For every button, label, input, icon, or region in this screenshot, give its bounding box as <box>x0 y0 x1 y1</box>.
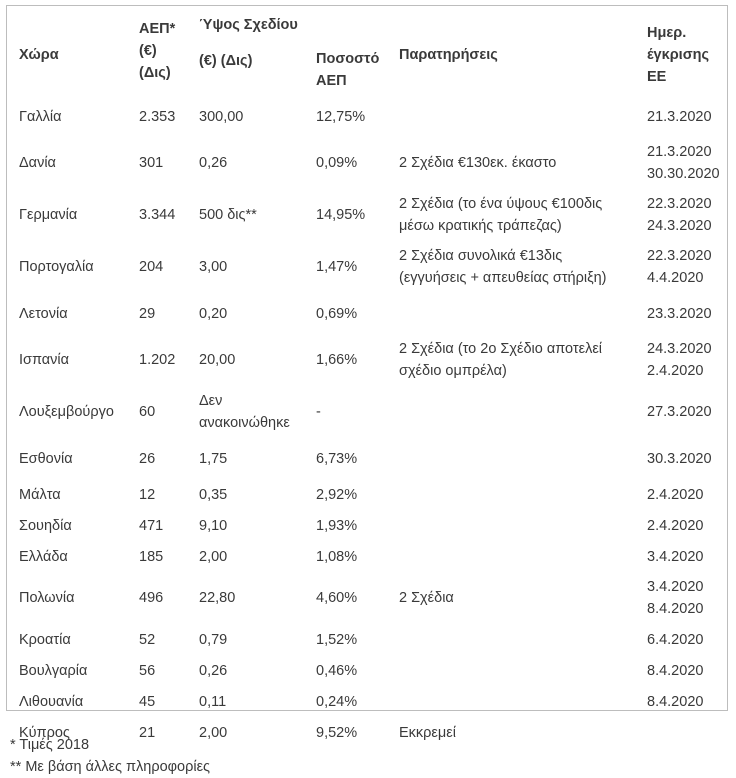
cell-notes <box>399 96 647 137</box>
footnote-gdp-year: * Τιμές 2018 <box>10 737 90 753</box>
state-aid-table <box>15 14 729 748</box>
cell-date: 22.3.2020 4.4.2020 <box>647 248 712 286</box>
cell-date: 21.3.2020 <box>647 108 712 125</box>
table-row <box>15 510 729 541</box>
table-row <box>15 293 729 334</box>
cell-notes: 2 Σχέδια (το ένα ύψους €100δις μέσω κρατικής τράπεζας) <box>399 196 603 234</box>
cell-notes: 2 Σχέδια <box>399 590 454 606</box>
cell-country: Γερμανία <box>19 207 78 223</box>
cell-notes <box>399 541 647 572</box>
cell-percent: 1,08% <box>316 548 358 565</box>
cell-percent: 1,52% <box>316 631 358 648</box>
cell-country: Ισπανία <box>19 352 70 368</box>
header-notes: Παρατηρήσεις <box>399 47 498 63</box>
header-gdp: ΑΕΠ* (€) (Δις) <box>139 21 176 81</box>
cell-gdp: 496 <box>139 590 164 606</box>
cell-country: Μάλτα <box>19 486 61 503</box>
cell-amount: 20,00 <box>199 352 236 368</box>
table-row <box>15 655 729 686</box>
table-row <box>15 479 729 510</box>
table-row <box>15 624 729 655</box>
cell-country: Βουλγαρία <box>19 662 88 679</box>
cell-notes <box>399 479 647 510</box>
cell-notes <box>399 624 647 655</box>
cell-amount: 300,00 <box>199 108 244 125</box>
cell-gdp: 26 <box>139 450 156 467</box>
cell-date: 27.3.2020 <box>647 404 712 420</box>
cell-percent: 0,69% <box>316 305 358 322</box>
cell-date: 21.3.2020 30.30.2020 <box>647 144 720 182</box>
cell-percent: 2,92% <box>316 486 358 503</box>
cell-gdp: 21 <box>139 724 156 741</box>
cell-percent: 1,93% <box>316 517 358 534</box>
cell-gdp: 2.353 <box>139 108 176 125</box>
cell-gdp: 29 <box>139 305 156 322</box>
cell-notes: 2 Σχέδια €130εκ. έκαστο <box>399 155 557 171</box>
cell-notes <box>399 438 647 479</box>
cell-country: Γαλλία <box>19 108 62 125</box>
header-percent-gdp: Ποσοστό ΑΕΠ <box>316 51 380 89</box>
cell-percent: 1,66% <box>316 352 358 368</box>
cell-amount: 2,00 <box>199 548 228 565</box>
cell-percent: 14,95% <box>316 207 366 223</box>
cell-date: 23.3.2020 <box>647 305 712 322</box>
header-country: Χώρα <box>19 47 59 63</box>
cell-percent: 0,24% <box>316 693 358 710</box>
table-row <box>15 541 729 572</box>
cell-gdp: 60 <box>139 404 156 420</box>
cell-country: Λουξεμβούργο <box>19 404 114 420</box>
cell-gdp: 471 <box>139 517 164 534</box>
cell-gdp: 45 <box>139 693 156 710</box>
cell-gdp: 185 <box>139 548 164 565</box>
cell-country: Πολωνία <box>19 590 75 606</box>
table-header-row <box>15 14 729 96</box>
cell-notes <box>399 293 647 334</box>
cell-percent: - <box>316 404 321 420</box>
cell-date: 24.3.2020 2.4.2020 <box>647 341 712 379</box>
cell-date: 2.4.2020 <box>647 486 704 503</box>
footnote-other-info: ** Με βάση άλλες πληροφορίες <box>10 759 211 775</box>
cell-gdp: 56 <box>139 662 156 679</box>
cell-gdp: 1.202 <box>139 352 176 368</box>
cell-notes <box>399 655 647 686</box>
cell-date: 2.4.2020 <box>647 517 704 534</box>
cell-gdp: 52 <box>139 631 156 648</box>
cell-percent: 12,75% <box>316 108 366 125</box>
cell-percent: 4,60% <box>316 590 358 606</box>
cell-notes: 2 Σχέδια συνολικά €13δις (εγγυήσεις + απευθείας στήριξη) <box>399 248 607 286</box>
cell-amount: Δεν ανακοινώθηκε <box>199 393 290 431</box>
cell-amount: 3,00 <box>199 259 228 275</box>
cell-gdp: 204 <box>139 259 164 275</box>
cell-notes <box>399 386 647 438</box>
cell-notes: 2 Σχέδια (το 2ο Σχέδιο αποτελεί σχέδιο ομπρέλα) <box>399 341 603 379</box>
cell-date: 8.4.2020 <box>647 693 704 710</box>
cell-percent: 0,09% <box>316 155 358 171</box>
cell-amount: 0,11 <box>199 693 227 710</box>
cell-date <box>647 717 729 748</box>
cell-gdp: 3.344 <box>139 207 176 223</box>
cell-percent: 9,52% <box>316 724 358 741</box>
cell-country: Κύπρος <box>19 724 70 741</box>
cell-notes <box>399 686 647 717</box>
cell-date: 3.4.2020 <box>647 548 704 565</box>
cell-date: 8.4.2020 <box>647 662 704 679</box>
cell-country: Ελλάδα <box>19 548 68 565</box>
cell-amount: 0,26 <box>199 662 228 679</box>
cell-percent: 0,46% <box>316 662 358 679</box>
cell-gdp: 301 <box>139 155 164 171</box>
cell-percent: 1,47% <box>316 259 358 275</box>
cell-date: 6.4.2020 <box>647 631 704 648</box>
cell-amount: 0,35 <box>199 486 228 503</box>
cell-amount: 22,80 <box>199 590 236 606</box>
cell-country: Κροατία <box>19 631 71 648</box>
cell-amount: 9,10 <box>199 517 228 534</box>
table-row <box>15 686 729 717</box>
table-row <box>15 386 729 438</box>
table-row <box>15 241 729 293</box>
cell-date: 3.4.2020 8.4.2020 <box>647 579 704 617</box>
header-approval-date: Ημερ. έγκρισης ΕΕ <box>647 25 710 85</box>
cell-country: Σουηδία <box>19 517 72 534</box>
cell-amount: 0,26 <box>199 155 228 171</box>
cell-country: Πορτογαλία <box>19 259 94 275</box>
cell-percent: 6,73% <box>316 450 358 467</box>
footnotes <box>10 734 210 778</box>
cell-amount: 0,79 <box>199 631 228 648</box>
cell-notes: Εκκρεμεί <box>399 724 456 741</box>
table-row <box>15 189 729 241</box>
cell-amount: 0,20 <box>199 305 228 322</box>
cell-amount: 2,00 <box>199 724 228 741</box>
cell-date: 30.3.2020 <box>647 450 712 467</box>
cell-country: Εσθονία <box>19 450 73 467</box>
table-row <box>15 438 729 479</box>
cell-country: Λιθουανία <box>19 693 84 710</box>
cell-country: Λετονία <box>19 305 68 322</box>
table-row <box>15 334 729 386</box>
cell-notes <box>399 510 647 541</box>
table-row <box>15 96 729 137</box>
cell-amount: 1,75 <box>199 450 228 467</box>
table-row <box>15 572 729 624</box>
cell-date: 22.3.2020 24.3.2020 <box>647 196 712 234</box>
cell-amount: 500 δις** <box>199 207 257 223</box>
cell-country: Δανία <box>19 155 56 171</box>
table-frame <box>6 5 728 741</box>
cell-gdp: 12 <box>139 486 156 503</box>
header-plan-amount: Ύψος Σχεδίου (€) (Δις) <box>199 17 298 69</box>
table-row <box>15 137 729 189</box>
